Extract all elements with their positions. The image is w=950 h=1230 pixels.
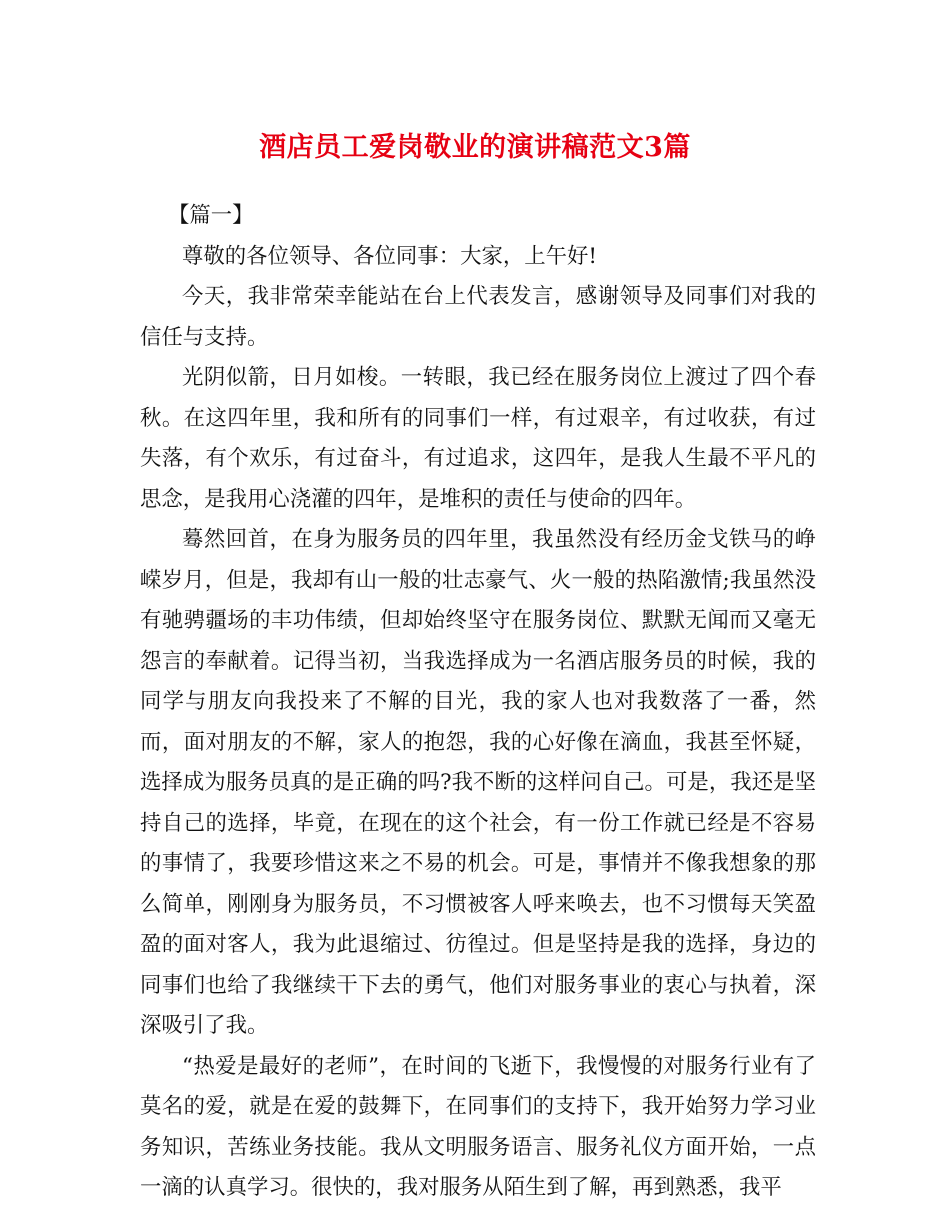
paragraph-looking-back: 蓦然回首，在身为服务员的四年里，我虽然没有经历金戈铁马的峥嵘岁月，但是，我却有山一般的壮志豪气、火一般的热陷激情;我虽然没有驰骋疆场的丰功伟绩，但却始终坚守在服务岗位、默默无闻而又毫无怨言的奉献着。记得当初，当我选择成为一名酒店服务员的时候，我的同学与朋友向我投来了不解的目光，我的家人也对我数落了一番，然而，面对朋友的不解，家人的抱怨，我的心好像在滴血，我甚至怀疑，选择成为服务员真的是正确的吗?我不断的这样问自己。可是，我还是坚持自己的选择，毕竟，在现在的这个社会，有一份工作就已经是不容易的事情了，我要珍惜这来之不易的机会。可是，事情并不像我想象的那么简单，刚刚身为服务员，不习惯被客人呼来唤去，也不习惯每天笑盈盈的面对客人，我为此退缩过、彷徨过。但是坚持是我的选择，身边的同事们也给了我继续干下去的勇气，他们对服务事业的衷心与执着，深深吸引了我。 (140, 527, 816, 1038)
section-heading: 【篇一】 (168, 203, 254, 228)
paragraph-love-of-work: “热爱是最好的老师”，在时间的飞逝下，我慢慢的对服务行业有了莫名的爱，就是在爱的鼓舞下，在同事们的支持下，我开始努力学习业务知识，苦练业务技能。我从文明服务语言、服务礼仪方面开始，一点一滴的认真学习。很快的，我对服务从陌生到了解，再到熟悉，我平 (140, 1053, 816, 1200)
paragraph-four-years: 光阴似箭，日月如梭。一转眼，我已经在服务岗位上渡过了四个春秋。在这四年里，我和所有的同事们一样，有过艰辛，有过收获，有过失落，有个欢乐，有过奋斗，有过追求，这四年，是我人生最不平凡的思念，是我用心浇灌的四年，是堆积的责任与使命的四年。 (140, 365, 816, 512)
document-body (140, 196, 816, 1209)
document-title: 酒店员工爱岗敬业的演讲稿范文3篇 (259, 132, 691, 163)
paragraph-thanks: 今天，我非常荣幸能站在台上代表发言，感谢领导及同事们对我的信任与支持。 (140, 284, 816, 350)
paragraph-greeting: 尊敬的各位领导、各位同事：大家，上午好! (182, 243, 598, 269)
